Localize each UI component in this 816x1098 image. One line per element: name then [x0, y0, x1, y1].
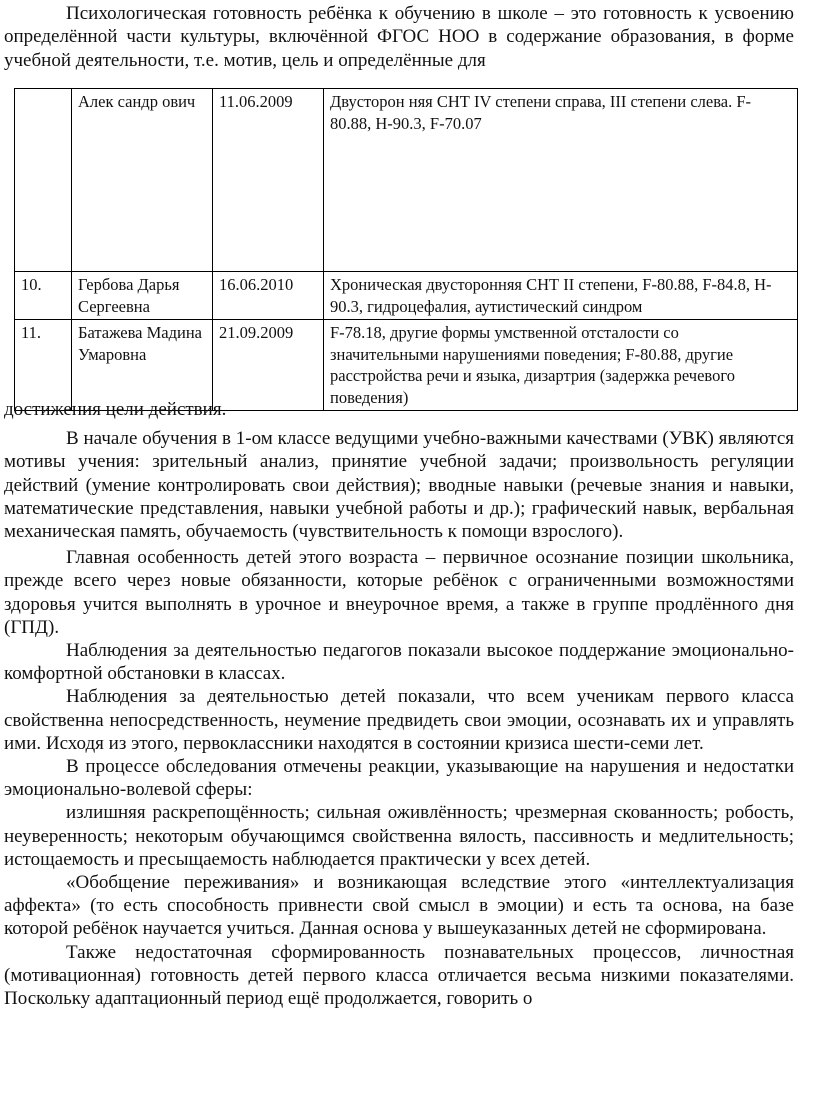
paragraph: В начале обучения в 1-ом классе ведущими учебно-важными качествами (УВК) являются мотивы учения: зрительный анализ, принятие учебной задачи; произвольность регуляции действий (умение контролировать свои действия); вводные навыки (речевые знания и навыки, математические представления, навыки учебной работы и др.); графический навык, вербальная механическая память, обучаемость (чувствительность к помощи взрослого).: [4, 428, 794, 543]
birth-date: 21.09.2009: [213, 320, 324, 411]
row-number: 11.: [15, 320, 72, 411]
students-table: [14, 88, 798, 411]
body-text: [4, 398, 794, 1010]
paragraph: Наблюдения за деятельностью детей показали, что всем ученикам первого класса свойственна непосредственность, неумение предвидеть свои эмоции, осознавать их и управлять ими. Исходя из этого, первоклассники находятся в состоянии кризиса шести-семи лет.: [4, 686, 794, 754]
student-name: Гербова Дарья Сергеевна: [72, 272, 213, 320]
paragraph: В процессе обследования отмечены реакции, указывающие на нарушения и недостатки эмоционально-волевой сферы:: [4, 756, 794, 801]
paragraph: «Обобщение переживания» и возникающая вследствие этого «интеллектуализация аффекта» (то есть способность привнести свой смысл в эмоции) и есть та основа, на базе которой ребёнок научается учиться. Данная основа у вышеуказанных детей не сформирована.: [4, 872, 794, 940]
paragraph: Наблюдения за деятельностью педагогов показали высокое поддержание эмоционально-комфортной обстановки в классах.: [4, 640, 794, 685]
row-number: [15, 89, 72, 272]
table-row: [15, 272, 798, 320]
diagnosis: Двусторон няя СНТ IV степени справа, III степени слева. F-80.88, H-90.3, F-70.07: [324, 89, 798, 272]
student-name: Алек сандр ович: [72, 89, 213, 272]
intro-paragraph: Психологическая готовность ребёнка к обучению в школе – это готовность к усвоению определённой части культуры, включённой ФГОС НОО в содержание образования, в форме учебной деятельности, т.е. мотив, цель и определённые для: [4, 3, 794, 71]
birth-date: 11.06.2009: [213, 89, 324, 272]
table-row: [15, 320, 798, 411]
diagnosis: Хроническая двусторонняя СНТ II степени, F-80.88, F-84.8, H-90.3, гидроцефалия, аутистический синдром: [324, 272, 798, 320]
paragraph: Также недостаточная сформированность познавательных процессов, личностная (мотивационная) готовность детей первого класса отличается весьма низкими показателями. Поскольку адаптационный период ещё продолжается, говорить о: [4, 941, 794, 1010]
paragraph-continuation: достижения цели действия.: [4, 399, 227, 420]
row-number: 10.: [15, 272, 72, 320]
paragraph: излишняя раскрепощённость; сильная оживлённость; чрезмерная скованность; робость, неуверенность; некоторым обучающимся свойственна вялость, пассивность и медлительность; истощаемость и пресыщаемость наблюдается практически у всех детей.: [4, 802, 794, 870]
birth-date: 16.06.2010: [213, 272, 324, 320]
paragraph: Главная особенность детей этого возраста – первичное осознание позиции школьника, прежде всего через новые обязанности, которые ребёнок с ограниченными возможностями здоровья учится выполнять в урочное и внеурочное время, а также в группе продлённого дня (ГПД).: [4, 547, 794, 638]
table-row: [15, 89, 798, 272]
diagnosis: F-78.18, другие формы умственной отсталости со значительными нарушениями поведения; F-80.88, другие расстройства речи и языка, дизартрия (задержка речевого поведения): [324, 320, 798, 411]
student-name: Батажева Мадина Умаровна: [72, 320, 213, 411]
